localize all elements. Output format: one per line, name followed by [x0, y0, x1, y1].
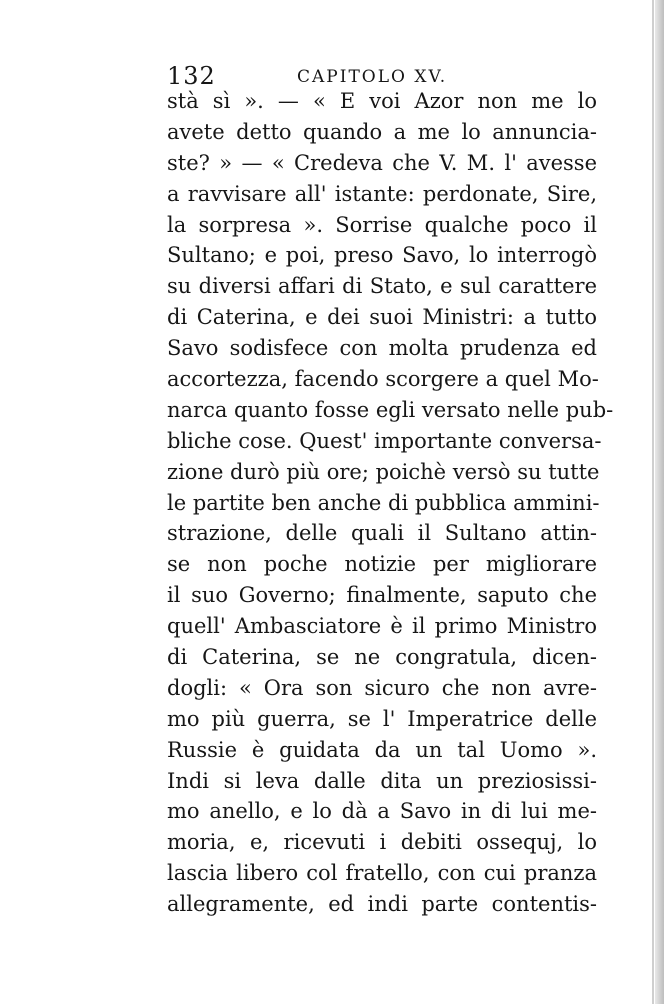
text-line: a ravvisare all' istante: perdonate, Sire, [167, 181, 597, 206]
text-line: lascia libero col fratello, con cui pranza [167, 861, 597, 886]
text-line: di Caterina, se ne congratula, dicen- [167, 645, 597, 670]
text-line: di Caterina, e dei suoi Ministri: a tutto [167, 305, 597, 330]
body-text [167, 86, 614, 920]
text-line: Sultano; e poi, preso Savo, lo interrogò [167, 243, 597, 268]
text-line: zione durò più ore; poichè versò su tutte [167, 459, 600, 484]
text-line: ste? » — « Credeva che V. M. l' avesse [167, 150, 597, 175]
text-line: dogli: « Ora son sicuro che non avre- [167, 675, 597, 700]
text-line: avete detto quando a me lo annuncia- [167, 119, 597, 144]
text-line: su diversi affari di Stato, e sul carattere [167, 274, 597, 299]
running-head: CAPITOLO XV. [297, 67, 448, 87]
text-line: Russie è guidata da un tal Uomo ». [167, 737, 597, 762]
text-line: narca quanto fosse egli versato nelle pub- [167, 397, 614, 422]
text-line: se non poche notizie per migliorare [167, 552, 597, 577]
text-line: mo anello, e lo dà a Savo in di lui me- [167, 799, 597, 824]
page-number: 132 [167, 62, 216, 90]
text-line: le partite ben anche di pubblica ammini- [167, 490, 600, 515]
text-line: stà sì ». — « E voi Azor non me lo [167, 89, 597, 113]
text-line: Indi si leva dalle dita un preziosissi- [167, 768, 597, 793]
page-edge-line [652, 0, 654, 1004]
text-line: strazione, delle quali il Sultano attin- [167, 521, 597, 546]
text-line: Savo sodisfece con molta prudenza ed [167, 336, 597, 361]
text-line: il suo Governo; finalmente, saputo che [167, 583, 597, 608]
text-line: la sorpresa ». Sorrise qualche poco il [167, 212, 597, 237]
text-line: moria, e, ricevuti i debiti ossequj, lo [167, 830, 597, 855]
text-line: quell' Ambasciatore è il primo Ministro [167, 614, 597, 639]
page-edge-shadow [655, 0, 664, 1004]
text-line: accortezza, facendo scorgere a quel Mo- [167, 367, 599, 392]
text-line: bliche cose. Quest' importante conversa- [167, 428, 602, 453]
text-line: allegramente, ed indi parte contentis- [167, 892, 597, 917]
text-line: mo più guerra, se l' Imperatrice delle [167, 706, 597, 731]
